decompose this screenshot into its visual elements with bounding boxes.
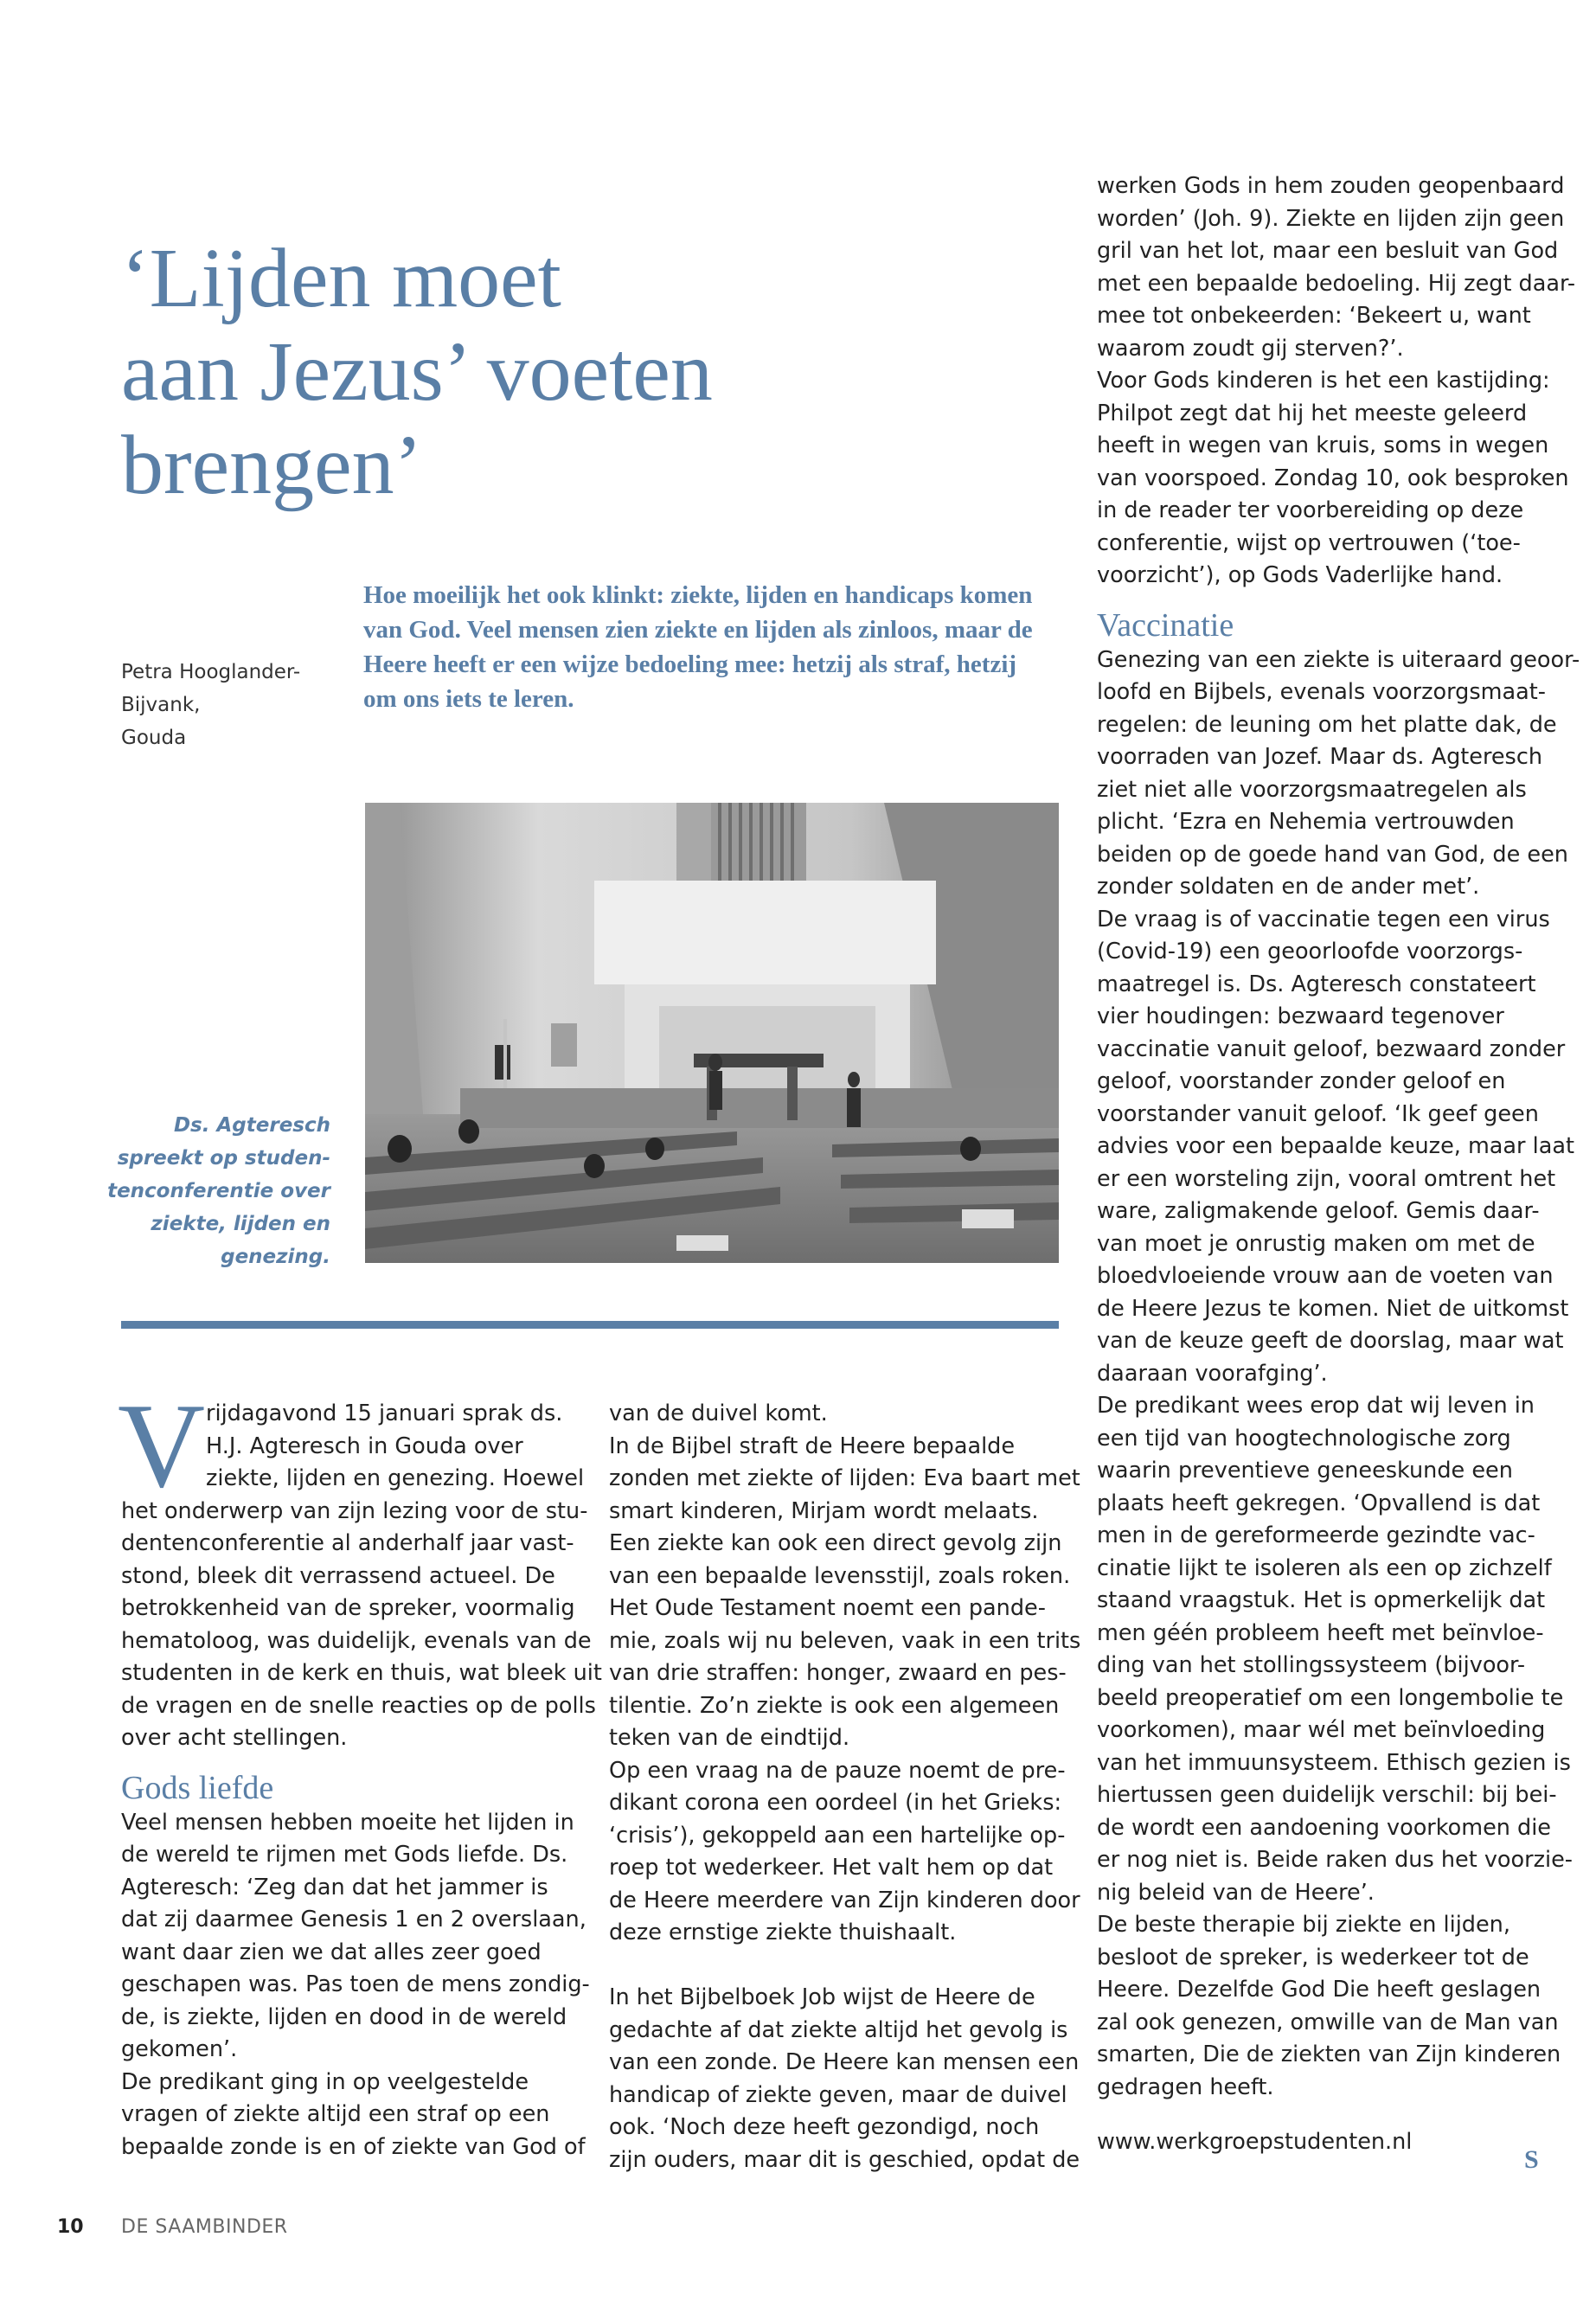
text-line: vier houdingen: bezwaard tegenover	[1097, 1003, 1504, 1029]
text-line: loofd en Bijbels, evenals voorzorgsmaat-	[1097, 679, 1546, 705]
text-line: voorraden van Jozef. Maar ds. Agteresch	[1097, 744, 1543, 770]
text-line: De predikant ging in op veelgestelde	[121, 2068, 529, 2095]
church-photo	[365, 803, 1059, 1263]
text-line: van de keuze geeft de doorslag, maar wat	[1097, 1328, 1564, 1354]
text-line: de wordt een aandoening voorkomen die	[1097, 1814, 1551, 1841]
text-line: H.J. Agteresch in Gouda over	[206, 1433, 523, 1459]
text-line: mie, zoals wij nu beleven, vaak in een trits	[609, 1627, 1081, 1654]
text-line: De beste therapie bij ziekte en lijden,	[1097, 1912, 1510, 1938]
byline-line: Petra Hooglander-	[121, 661, 301, 683]
text-line: (Covid-19) een geoorloofde voorzorgs-	[1097, 939, 1523, 965]
text-line: de wereld te rijmen met Gods liefde. Ds.	[121, 1842, 568, 1868]
article-column-3	[1097, 170, 1580, 2159]
section-heading-gods-liefde: Gods liefde	[121, 1769, 274, 1806]
title-line: aan Jezus’ voeten	[121, 325, 713, 419]
text-line: besloot de spreker, is wederkeer tot de	[1097, 1944, 1529, 1971]
text-line: hiertussen geen duidelijk verschil: bij bei-	[1097, 1782, 1557, 1808]
caption-line: spreekt op studen-	[117, 1147, 330, 1170]
magazine-name: DE SAAMBINDER	[121, 2216, 288, 2238]
text-line: waarom zoudt gij sterven?’.	[1097, 335, 1404, 362]
text-line: van drie straffen: honger, zwaard en pes-	[609, 1660, 1067, 1686]
text-line: worden’ (Joh. 9). Ziekte en lijden zijn geen	[1097, 205, 1565, 232]
text-line: stond, bleek dit verrassend actueel. De	[121, 1562, 555, 1589]
text-line: nig beleid van de Heere’.	[1097, 1879, 1375, 1906]
text-line: in de reader ter voorbereiding op deze	[1097, 497, 1524, 523]
caption-line: ziekte, lijden en	[151, 1213, 330, 1235]
text-line: werken Gods in hem zouden geopenbaard	[1097, 173, 1565, 199]
text-line: voorkomen), maar wél met beïnvloeding	[1097, 1717, 1546, 1743]
page-number: 10	[57, 2216, 84, 2238]
text-line: men géén probleem heeft met beïnvloe-	[1097, 1619, 1544, 1646]
text-line: Een ziekte kan ook een direct gevolg zijn	[609, 1530, 1062, 1556]
text-line: Genezing van een ziekte is uiteraard geoor-	[1097, 646, 1580, 673]
text-line: dat zij daarmee Genesis 1 en 2 overslaan,	[121, 1907, 586, 1932]
text-line: gekomen’.	[121, 2036, 238, 2062]
text-line: vragen of ziekte altijd een straf op een	[121, 2101, 550, 2127]
title-line: brengen’	[121, 419, 423, 512]
text-line: De predikant wees erop dat wij leven in	[1097, 1393, 1535, 1419]
text-line: zal ook genezen, omwille van de Man van	[1097, 2009, 1559, 2035]
text-line: Agteresch: ‘Zeg dan dat het jammer is	[121, 1874, 548, 1900]
byline-line: Gouda	[121, 727, 187, 749]
text-line: roep tot wederkeer. Het valt hem op dat	[609, 1855, 1054, 1881]
text-line: hematoloog, was duidelijk, evenals van de	[121, 1627, 592, 1654]
text-line: Voor Gods kinderen is het een kastijding:	[1097, 368, 1550, 394]
end-mark-icon: S	[1524, 2145, 1539, 2174]
article-column-2	[609, 1398, 1081, 2176]
text-line: plicht. ‘Ezra en Nehemia vertrouwden	[1097, 809, 1515, 835]
caption-line: Ds. Agteresch	[173, 1114, 330, 1137]
text-line: ‘crisis’), gekoppeld aan een hartelijke op-	[609, 1822, 1066, 1849]
text-line: men in de gereformeerde gezindte vac-	[1097, 1522, 1535, 1548]
text-line: heeft in wegen van kruis, soms in wegen	[1097, 433, 1549, 458]
text-line: met een bepaalde bedoeling. Hij zegt daar-	[1097, 270, 1576, 297]
section-divider	[121, 1321, 1059, 1329]
text-line: deze ernstige ziekte thuishaalt.	[609, 1920, 957, 1945]
text-line: In de Bijbel straft de Heere bepaalde	[609, 1433, 1016, 1459]
text-line: rijdagavond 15 januari sprak ds.	[206, 1400, 563, 1426]
text-line: zijn ouders, maar dit is geschied, opdat de	[609, 2146, 1080, 2173]
text-line: van de duivel komt.	[609, 1400, 828, 1426]
text-line: van een zonde. De Heere kan mensen een	[609, 2049, 1080, 2075]
text-line: er nog niet is. Beide raken dus het voorzie-	[1097, 1847, 1573, 1873]
text-line: want daar zien we dat alles zeer goed	[121, 1939, 542, 1965]
text-line: De vraag is of vaccinatie tegen een virus	[1097, 906, 1550, 933]
text-line: geloof, voorstander zonder geloof en	[1097, 1068, 1506, 1094]
text-line: In het Bijbelboek Job wijst de Heere de	[609, 1984, 1035, 2010]
text-line: Philpot zegt dat hij het meeste geleerd	[1097, 400, 1528, 426]
text-line: gedragen heeft.	[1097, 2073, 1274, 2100]
text-line: geschapen was. Pas toen de mens zondig-	[121, 1971, 590, 1997]
section-heading-vaccinatie: Vaccinatie	[1097, 606, 1234, 644]
text-line: bepaalde zonde is en of ziekte van God of	[121, 2133, 586, 2160]
author-byline	[121, 656, 329, 754]
text-line: daaraan voorafging’.	[1097, 1360, 1328, 1387]
text-line: van het immuunsysteem. Ethisch gezien is	[1097, 1749, 1571, 1776]
text-line: ook. ‘Noch deze heeft gezondigd, noch	[609, 2114, 1040, 2140]
article-title	[121, 232, 900, 512]
text-line: maatregel is. Ds. Agteresch constateert	[1097, 971, 1536, 997]
text-line: er een worsteling zijn, vooral omtrent het	[1097, 1165, 1556, 1192]
article-intro: Hoe moeilijk het ook klinkt: ziekte, lijden en handicaps komen van God. Veel mensen zien ziekte en lijden als zinloos, maar de Heere heeft er een wijze bedoeling mee: hetzij als straf, hetzij om ons iets te leren.	[363, 581, 1033, 713]
text-line: studenten in de kerk en thuis, wat bleek uit	[121, 1660, 602, 1686]
text-line: het onderwerp van zijn lezing voor de stu-	[121, 1497, 588, 1524]
text-line: ding van het stollingssysteem (bijvoor-	[1097, 1652, 1526, 1678]
text-line: gril van het lot, maar een besluit van God	[1097, 238, 1559, 264]
text-line: smart kinderen, Mirjam wordt melaats.	[609, 1497, 1039, 1524]
text-line: handicap of ziekte geven, maar de duivel	[609, 2081, 1067, 2108]
text-line: een tijd van hoogtechnologische zorg	[1097, 1425, 1511, 1452]
text-line: de, is ziekte, lijden en dood in de wereld	[121, 2003, 567, 2030]
text-line: vaccinatie vanuit geloof, bezwaard zonder	[1097, 1035, 1566, 1062]
text-line: betrokkenheid van de spreker, voormalig	[121, 1595, 575, 1621]
text-line: over acht stellingen.	[121, 1725, 348, 1751]
text-line: regelen: de leuning om het platte dak, de	[1097, 711, 1557, 738]
title-line: ‘Lijden moet	[121, 232, 561, 325]
text-line: plaats heeft gekregen. ‘Opvallend is dat	[1097, 1490, 1541, 1516]
text-line: staand vraagstuk. Het is opmerkelijk dat	[1097, 1587, 1546, 1613]
text-line: ziekte, lijden en genezing. Hoewel	[206, 1465, 585, 1491]
text-line: de Heere meerdere van Zijn kinderen door	[609, 1887, 1080, 1913]
text-line: Veel mensen hebben moeite het lijden in	[121, 1809, 574, 1836]
drop-cap: V	[118, 1379, 206, 1513]
text-line: conferentie, wijst op vertrouwen (‘toe-	[1097, 529, 1521, 556]
text-line: van voorspoed. Zondag 10, ook besproken	[1097, 465, 1569, 491]
text-line: beiden op de goede hand van God, de een	[1097, 841, 1568, 868]
text-line: zonden met ziekte of lijden: Eva baart met	[609, 1465, 1080, 1491]
text-line: tilentie. Zo’n ziekte is ook een algemeen	[609, 1692, 1060, 1719]
text-line: dentenconferentie al anderhalf jaar vast-	[121, 1530, 574, 1556]
text-line: ziet niet alle voorzorgsmaatregelen als	[1097, 776, 1527, 803]
text-line: voorzicht’), op Gods Vaderlijke hand.	[1097, 562, 1503, 588]
text-line: ware, zaligmakende geloof. Gemis daar-	[1097, 1198, 1540, 1224]
text-line: dikant corona een oordeel (in het Grieks:	[609, 1790, 1062, 1816]
article-column-1	[121, 1398, 602, 2163]
website-link[interactable]: www.werkgroepstudenten.nl	[1097, 2129, 1413, 2155]
text-line: de Heere Jezus te komen. Niet de uitkomst	[1097, 1295, 1569, 1322]
text-line: mee tot onbekeerden: ‘Bekeert u, want	[1097, 303, 1531, 329]
text-line: van moet je onrustig maken om met de	[1097, 1230, 1535, 1257]
text-line: de vragen en de snelle reacties op de polls	[121, 1692, 596, 1719]
text-line: cinatie lijkt te isoleren als een op zichzelf	[1097, 1554, 1552, 1581]
text-line: Het Oude Testament noemt een pande-	[609, 1595, 1046, 1621]
text-line: Heere. Dezelfde God Die heeft geslagen	[1097, 1977, 1542, 2003]
caption-line: genezing.	[221, 1246, 330, 1268]
text-line: van een bepaalde levensstijl, zoals roken.	[609, 1562, 1071, 1589]
byline-line: Bijvank,	[121, 694, 201, 716]
text-line: teken van de eindtijd.	[609, 1725, 850, 1751]
text-line: waarin preventieve geneeskunde een	[1097, 1458, 1513, 1484]
text-line: zonder soldaten en de ander met’.	[1097, 874, 1480, 900]
text-line: advies voor een bepaalde keuze, maar laat	[1097, 1133, 1574, 1159]
text-line: beeld preoperatief om een longembolie te	[1097, 1684, 1564, 1711]
text-line: gedachte af dat ziekte altijd het gevolg is	[609, 2016, 1068, 2043]
text-line: Op een vraag na de pauze noemt de pre-	[609, 1757, 1066, 1784]
caption-line: tenconferentie over	[107, 1180, 330, 1202]
photo-caption	[104, 1109, 330, 1273]
text-line: bloedvloeiende vrouw aan de voeten van	[1097, 1263, 1554, 1289]
text-line: smarten, Die de ziekten van Zijn kinderen	[1097, 2041, 1561, 2067]
text-line: voorstander vanuit geloof. ‘Ik geef geen	[1097, 1100, 1539, 1127]
